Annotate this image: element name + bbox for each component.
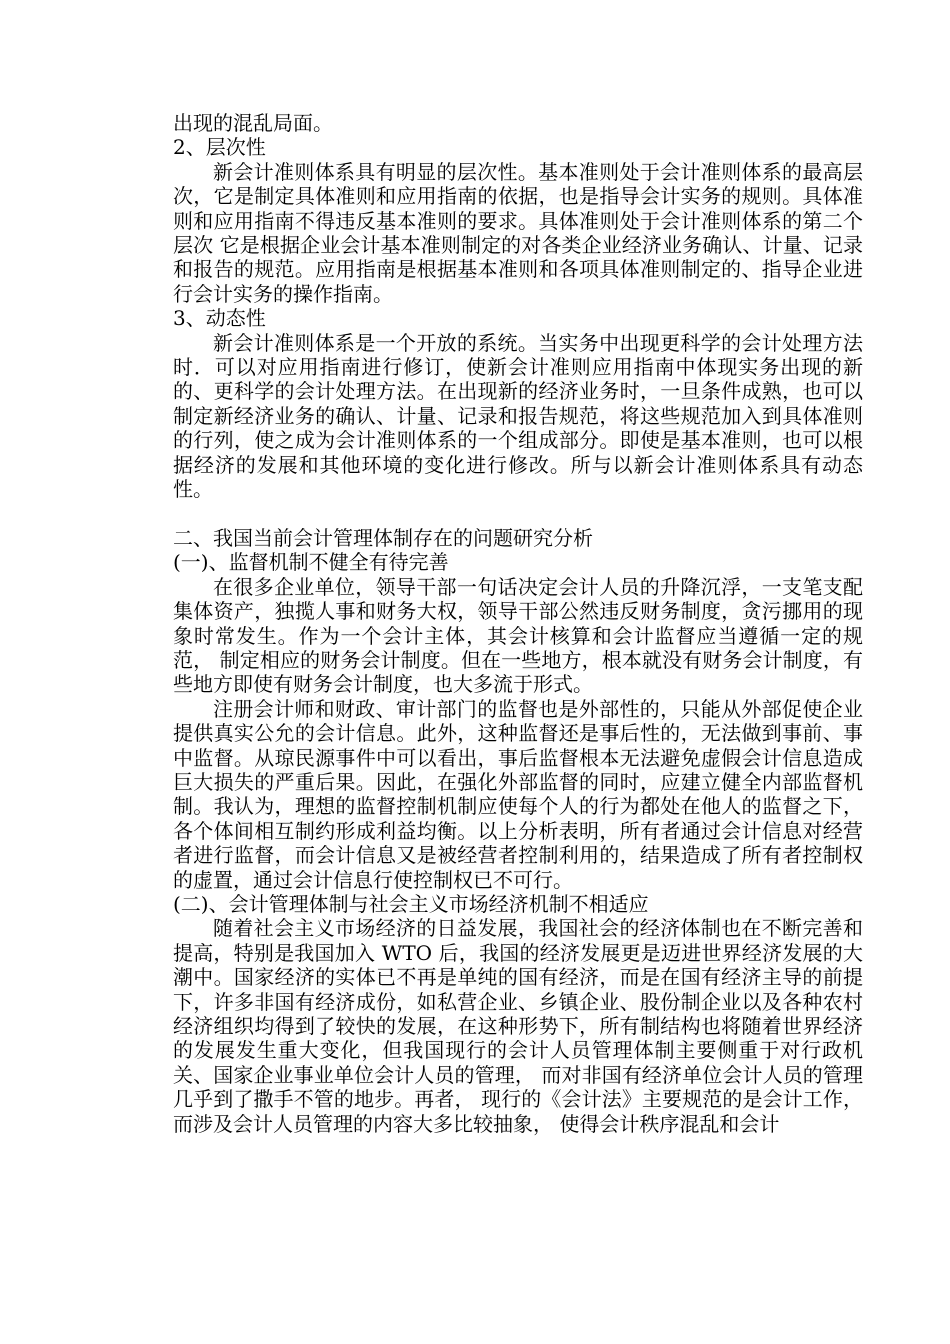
blank-line: [173, 502, 863, 526]
paragraph-dynamic: 新会计准则体系是一个开放的系统。当实务中出现更科学的会计处理方法时．可以对应用指南进行修订，使新会计准则应用指南中体现实务出现的新的、更科学的会计处理方法。在出现新的经济业务时，一旦条件成熟，也可以制定新经济业务的确认、计量、记录和报告规范，将这些规范加入到具体准则的行列，使之成为会计准则体系的一个组成部分。即使是基本准则，也可以根据经济的发展和其他环境的变化进行修改。所与以新会计准则体系具有动态性。: [173, 330, 863, 502]
paragraph-market: 随着社会主义市场经济的日益发展，我国社会的经济体制也在不断完善和提高，特别是我国加入 WTO 后，我国的经济发展更是迈进世界经济发展的大潮中。国家经济的实体已不再是单纯的国有经济，而是在国有经济主导的前提下，许多非国有经济成份，如私营企业、乡镇企业、股份制企业以及各种农村经济组织均得到了较快的发展，在这种形势下，所有制结构也将随着世界经济的发展发生重大变化，但我国现行的会计人员管理体制主要侧重于对行政机关、国家企业事业单位会计人员的管理， 而对非国有经济单位会计人员的管理几乎到了撒手不管的地步。再者， 现行的《会计法》主要规范的是会计工作，而涉及会计人员管理的内容大多比较抽象， 使得会计秩序混乱和会计: [173, 916, 863, 1136]
section-heading-hierarchy: 2、层次性: [173, 135, 266, 160]
paragraph-supervision-1: 在很多企业单位，领导干部一句话决定会计人员的升降沉浮，一支笔支配集体资产，独揽人事和财务大权，领导干部公然违反财务制度，贪污挪用的现象时常发生。作为一个会计主体，其会计核算和会计监督应当遵循一定的规范， 制定相应的财务会计制度。但在一些地方，根本就没有财务会计制度，有些地方即使有财务会计制度，也大多流于形式。: [173, 574, 863, 697]
section-heading-dynamic: 3、动态性: [173, 306, 266, 331]
document-page: [173, 111, 863, 1136]
subsection-heading-market: (二)、会计管理体制与社会主义市场经济机制不相适应: [173, 891, 649, 916]
paragraph-hierarchy: 新会计准则体系具有明显的层次性。基本准则处于会计准则体系的最高层次，它是制定具体准则和应用指南的依据，也是指导会计实务的规则。具体准则和应用指南不得违反基本准则的要求。具体准则处于会计准则体系的第二个层次 它是根据企业会计基本准则制定的对各类企业经济业务确认、计量、记录和报告的规范。应用指南是根据基本准则和各项具体准则制定的、指导企业进行会计实务的操作指南。: [173, 159, 863, 306]
subsection-heading-supervision: (一)、监督机制不健全有待完善: [173, 550, 449, 575]
chapter-heading-problems: 二、我国当前会计管理体制存在的问题研究分析: [173, 525, 593, 550]
continuation-line: 出现的混乱局面。: [173, 111, 333, 135]
paragraph-supervision-2: 注册会计师和财政、审计部门的监督也是外部性的，只能从外部促使企业提供真实公允的会计信息。此外，这种监督还是事后性的，无法做到事前、事中监督。从琼民源事件中可以看出，事后监督根本无法避免虚假会计信息造成巨大损失的严重后果。因此，在强化外部监督的同时，应建立健全内部监督机制。我认为，理想的监督控制机制应使每个人的行为都处在他人的监督之下，各个体间相互制约形成利益均衡。以上分析表明，所有者通过会计信息对经营者进行监督，而会计信息又是被经营者控制利用的，结果造成了所有者控制权的虚置，通过会计信息行使控制权已不可行。: [173, 696, 863, 892]
